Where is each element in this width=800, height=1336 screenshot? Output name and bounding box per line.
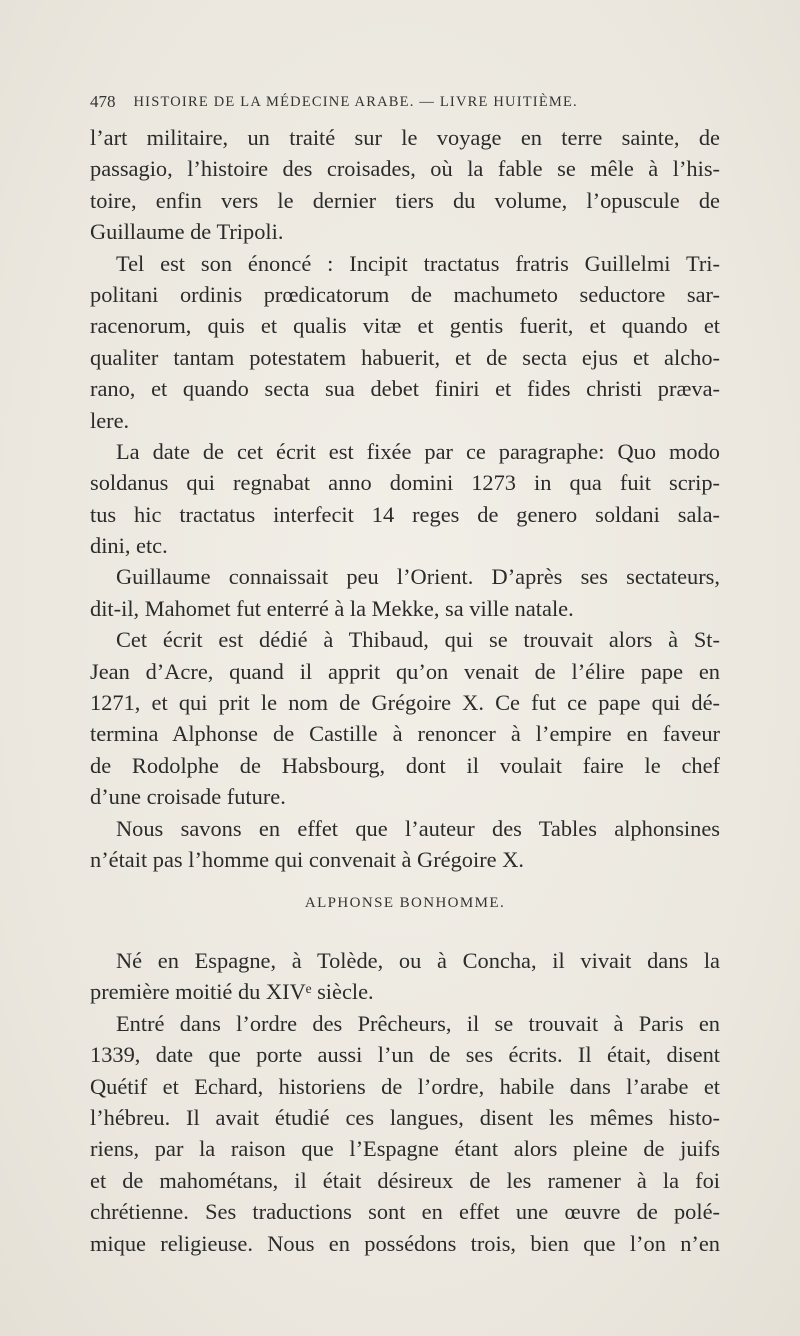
text-line: politani ordinis prœdicatorum de machumeto seductore sar- [90,281,720,307]
text-line: Guillaume de Tripoli. [90,219,284,245]
text-line: de Rodolphe de Habsbourg, dont il voulait faire le chef [90,752,720,778]
text-line: Jean d’Acre, quand il apprit qu’on venait de l’élire pape en [90,658,720,684]
text-line: Guillaume connaissait peu l’Orient. D’après ses sectateurs, [116,564,720,590]
text-line: d’une croisade future. [90,784,286,810]
body-text-section-1 [90,122,720,875]
text-line: lere. [90,407,130,433]
text-line: Nous savons en effet que l’auteur des Tables alphonsines [116,815,720,841]
text-line: termina Alphonse de Castille à renoncer à l’empire en faveur [90,721,720,747]
text-line: l’hébreu. Il avait étudié ces langues, disent les mêmes histo- [90,1104,720,1130]
text-line: l’art militaire, un traité sur le voyage en terre sainte, de [90,125,720,150]
page-number: 478 [90,92,116,111]
text-line: passagio, l’histoire des croisades, où la fable se mêle à l’his- [90,156,720,182]
body-text-section-2 [90,945,720,1259]
text-line: toire, enfin vers le dernier tiers du volume, l’opuscule de [90,187,720,213]
running-head [90,90,690,114]
text-line: soldanus qui regnabat anno domini 1273 in qua fuit scrip- [90,470,720,496]
text-line: n’était pas l’homme qui convenait à Grégoire X. [90,846,524,872]
text-line: première moitié du XIVᵉ siècle. [90,979,374,1005]
text-line: Quétif et Echard, historiens de l’ordre, habile dans l’arabe et [90,1073,720,1099]
text-line: Né en Espagne, à Tolède, ou à Concha, il vivait dans la [116,948,720,973]
text-line: chrétienne. Ses traductions sont en effet une œuvre de polé- [90,1199,720,1225]
section-heading: ALPHONSE BONHOMME. [304,895,506,911]
text-line: Entré dans l’ordre des Prêcheurs, il se trouvait à Paris en [116,1010,720,1036]
text-line: riens, par la raison que l’Espagne étant alors pleine de juifs [90,1136,720,1162]
text-line: racenorum, quis et qualis vitæ et gentis fuerit, et quando et [90,313,720,339]
text-line: dit-il, Mahomet fut enterré à la Mekke, sa ville natale. [90,595,574,621]
text-line: rano, et quando secta sua debet finiri et fides christi præva- [90,376,720,402]
text-line: La date de cet écrit est fixée par ce paragraphe: Quo modo [116,438,720,464]
text-line: Cet écrit est dédié à Thibaud, qui se trouvait alors à St- [116,627,720,653]
text-line: Tel est son énoncé : Incipit tractatus fratris Guillelmi Tri- [116,250,720,276]
text-line: mique religieuse. Nous en possédons trois, bien que l’on n’en [90,1230,720,1256]
running-title: HISTOIRE DE LA MÉDECINE ARABE. — LIVRE HUITIÈME. [133,93,578,110]
text-line: 1339, date que porte aussi l’un de ses écrits. Il était, disent [90,1042,720,1068]
text-line: 1271, et qui prit le nom de Grégoire X. Ce fut ce pape qui dé- [90,690,720,716]
text-line: dini, etc. [90,533,168,559]
text-line: qualiter tantam potestatem habuerit, et de secta ejus et alcho- [90,344,720,370]
text-line: et de mahométans, il était désireux de les ramener à la foi [90,1167,720,1193]
text-line: tus hic tractatus interfecit 14 reges de genero soldani sala- [90,501,720,527]
